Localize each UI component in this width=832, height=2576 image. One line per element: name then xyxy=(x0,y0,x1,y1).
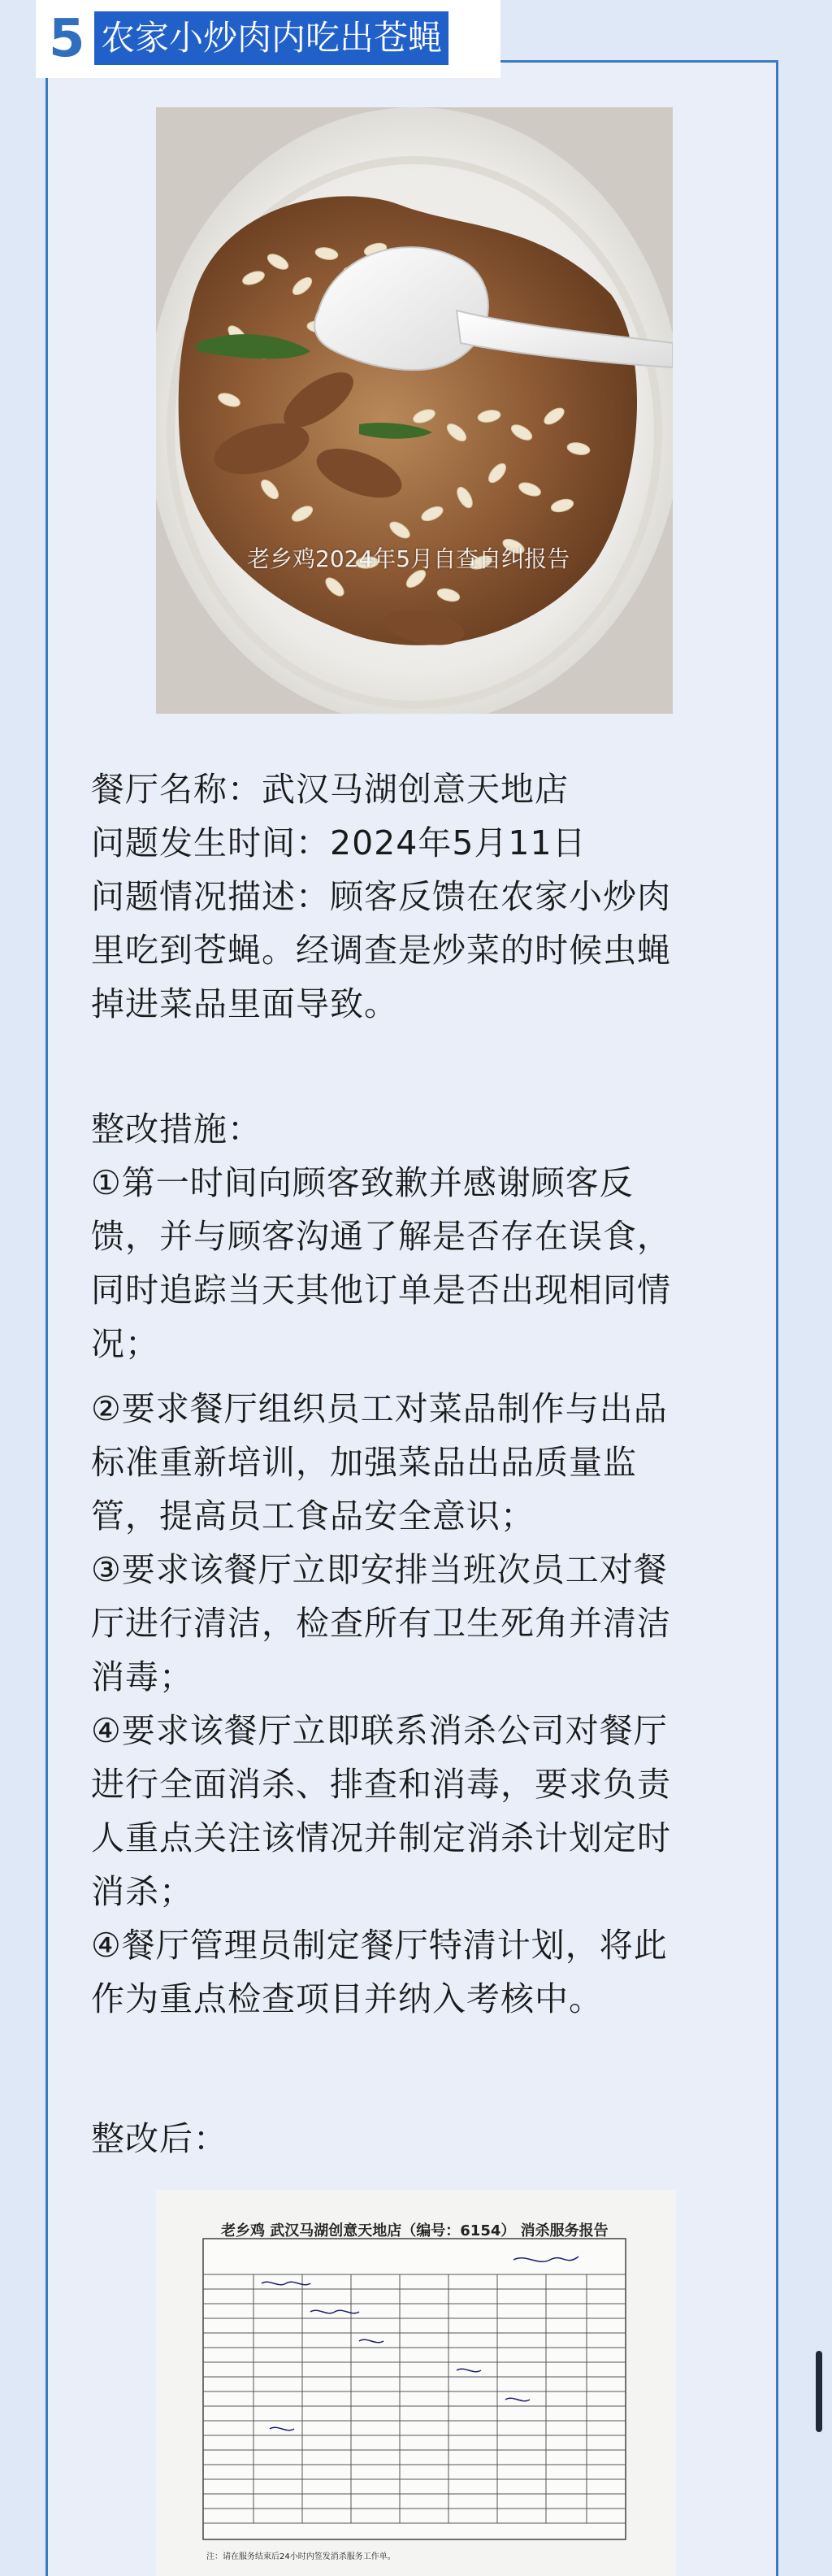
after-section xyxy=(91,2112,741,2165)
dish-photo-illustration xyxy=(156,107,673,714)
measure-1-line: ①第一时间向顾客致歉并感谢顾客反 xyxy=(91,1163,634,1202)
measure-1-line: 馈，并与顾客沟通了解是否存在误食， xyxy=(91,1217,671,1256)
measure-1-line: 同时追踪当天其他订单是否出现相同情 xyxy=(91,1271,671,1310)
measure-2-line: 标准重新培训，加强菜品出品质量监 xyxy=(91,1443,637,1482)
report-footer-note: 注：请在服务结束后24小时内签发消杀服务工作单。 xyxy=(206,2552,396,2561)
section-title[interactable]: 农家小炒肉内吃出苍蝇 xyxy=(94,11,448,65)
measure-5-line: 作为重点检查项目并纳入考核中。 xyxy=(91,1979,603,2018)
measure-3-line: ③要求该餐厅立即安排当班次员工对餐 xyxy=(91,1550,668,1589)
incident-description-line: 里吃到苍蝇。经调查是炒菜的时候虫蝇 xyxy=(91,931,671,970)
measure-2-line: ②要求餐厅组织员工对菜品制作与出品 xyxy=(91,1389,668,1428)
report-title: 老乡鸡 武汉马湖创意天地店（编号：6154） 消杀服务报告 xyxy=(221,2222,609,2239)
measure-5-line: ④餐厅管理员制定餐厅特清计划，将此 xyxy=(91,1926,668,1965)
incident-time: 问题发生时间：2024年5月11日 xyxy=(91,823,587,862)
incident-info xyxy=(91,762,741,1031)
after-heading: 整改后： xyxy=(91,2119,228,2158)
section-number: 5 xyxy=(49,9,85,69)
incident-description-line: 掉进菜品里面导致。 xyxy=(91,984,398,1023)
measure-3-line: 厅进行清洁，检查所有卫生死角并清洁 xyxy=(91,1604,671,1643)
incident-description-line: 问题情况描述：顾客反馈在农家小炒肉 xyxy=(91,877,671,916)
report-form-illustration xyxy=(156,2190,676,2576)
measure-2-line: 管，提高员工食品安全意识； xyxy=(91,1497,535,1536)
measure-3-line: 消毒； xyxy=(91,1657,193,1696)
measure-4-line: 人重点关注该情况并制定消杀计划定时 xyxy=(91,1818,671,1857)
corrective-measures xyxy=(91,1102,741,1371)
measures-heading: 整改措施： xyxy=(91,1110,262,1149)
section-header xyxy=(36,0,500,78)
pest-control-report-photo xyxy=(156,2190,676,2576)
corrective-measures-continued xyxy=(91,1382,741,2026)
scrollbar-thumb[interactable] xyxy=(816,2351,822,2432)
measure-4-line: ④要求该餐厅立即联系消杀公司对餐厅 xyxy=(91,1711,668,1750)
photo-watermark: 老乡鸡2024年5月自查自纠报告 xyxy=(247,545,570,572)
measure-4-line: 进行全面消杀、排查和消毒，要求负责 xyxy=(91,1765,671,1804)
restaurant-name: 餐厅名称：武汉马湖创意天地店 xyxy=(91,770,569,809)
dish-photo xyxy=(156,107,673,714)
measure-1-line: 况； xyxy=(91,1324,159,1363)
measure-4-line: 消杀； xyxy=(91,1872,193,1911)
